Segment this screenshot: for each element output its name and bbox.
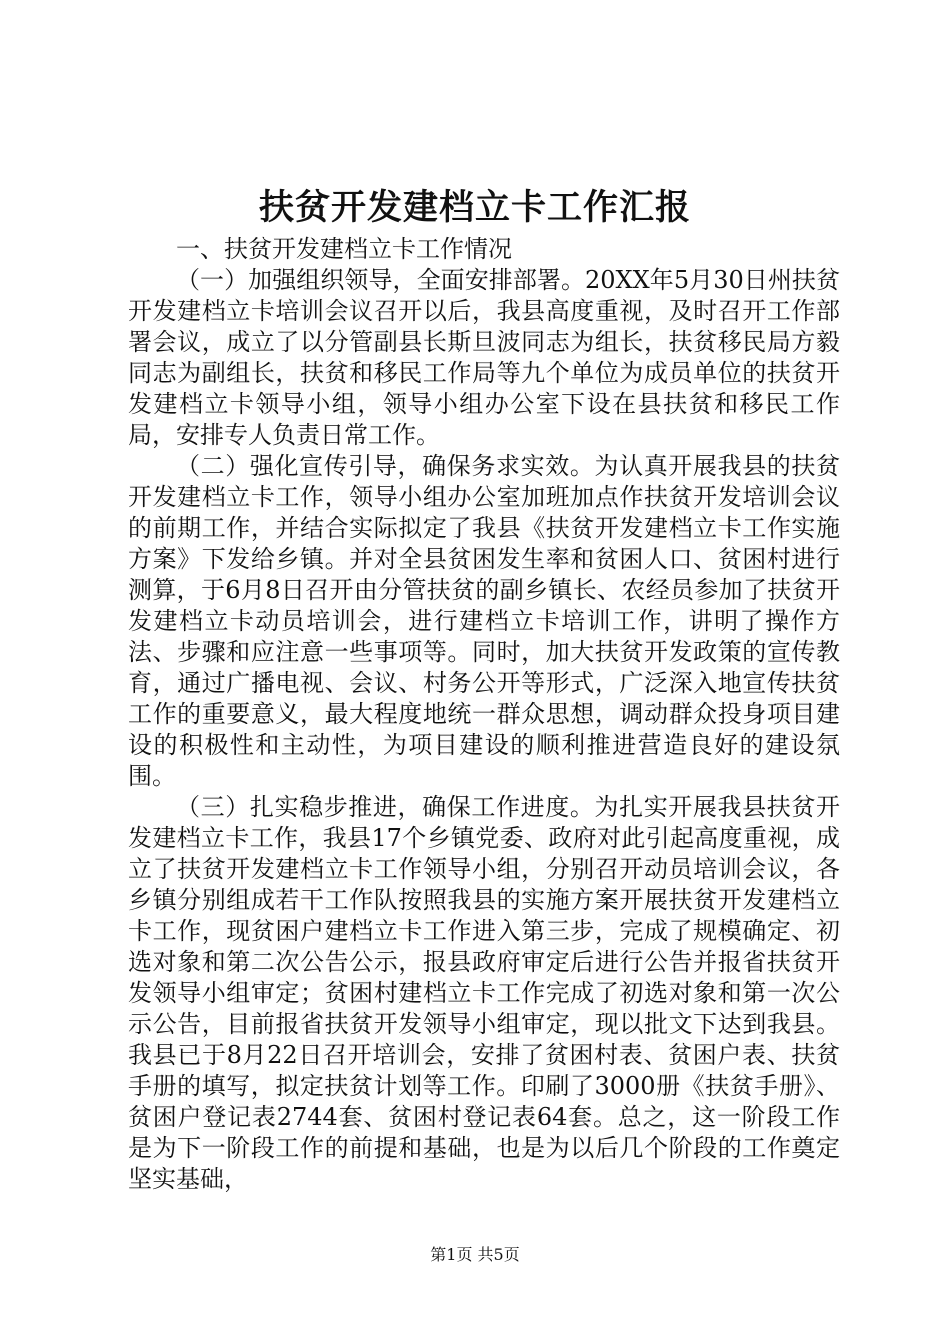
paragraph-2: （二）强化宣传引导，确保务求实效。为认真开展我县的扶贫开发建档立卡工作，领导小组办公室加班加点作扶贫开发培训会议的前期工作，并结合实际拟定了我县《扶贫开发建档立卡工作实施方案》下发给乡镇。并对全县贫困发生率和贫困人口、贫困村进行测算，于6月8日召开由分管扶贫的副乡镇长、农经员参加了扶贫开发建档立卡动员培训会，进行建档立卡培训工作，讲明了操作方法、步骤和应注意一些事项等。同时，加大扶贫开发政策的宣传教育，通过广播电视、会议、村务公开等形式，广泛深入地宣传扶贫工作的重要意义，最大程度地统一群众思想，调动群众投身项目建设的积极性和主动性，为项目建设的顺利推进营造良好的建设氛围。 [128, 452, 840, 790]
page-footer: 第1页 共5页 [430, 1245, 520, 1264]
section-heading: 一、扶贫开发建档立卡工作情况 [176, 235, 512, 263]
document-title: 扶贫开发建档立卡工作汇报 [258, 187, 691, 228]
document-body [128, 234, 840, 1195]
paragraph-1: （一）加强组织领导，全面安排部署。20XX年5月30日州扶贫开发建档立卡培训会议召开以后，我县高度重视，及时召开工作部署会议，成立了以分管副县长斯旦波同志为组长，扶贫移民局方毅同志为副组长，扶贫和移民工作局等九个单位为成员单位的扶贫开发建档立卡领导小组，领导小组办公室下设在县扶贫和移民工作局，安排专人负责日常工作。 [128, 266, 840, 449]
paragraph-3: （三）扎实稳步推进，确保工作进度。为扎实开展我县扶贫开发建档立卡工作，我县17个乡镇党委、政府对此引起高度重视，成立了扶贫开发建档立卡工作领导小组，分别召开动员培训会议，各乡镇分别组成若干工作队按照我县的实施方案开展扶贫开发建档立卡工作，现贫困户建档立卡工作进入第三步，完成了规模确定、初选对象和第二次公告公示，报县政府审定后进行公告并报省扶贫开发领导小组审定；贫困村建档立卡工作完成了初选对象和第一次公示公告，目前报省扶贫开发领导小组审定，现以批文下达到我县。我县已于8月22日召开培训会，安排了贫困村表、贫困户表、扶贫手册的填写，拟定扶贫计划等工作。印刷了3000册《扶贫手册》、贫困户登记表2744套、贫困村登记表64套。总之，这一阶段工作是为下一阶段工作的前提和基础，也是为以后几个阶段的工作奠定坚实基础， [128, 793, 840, 1193]
